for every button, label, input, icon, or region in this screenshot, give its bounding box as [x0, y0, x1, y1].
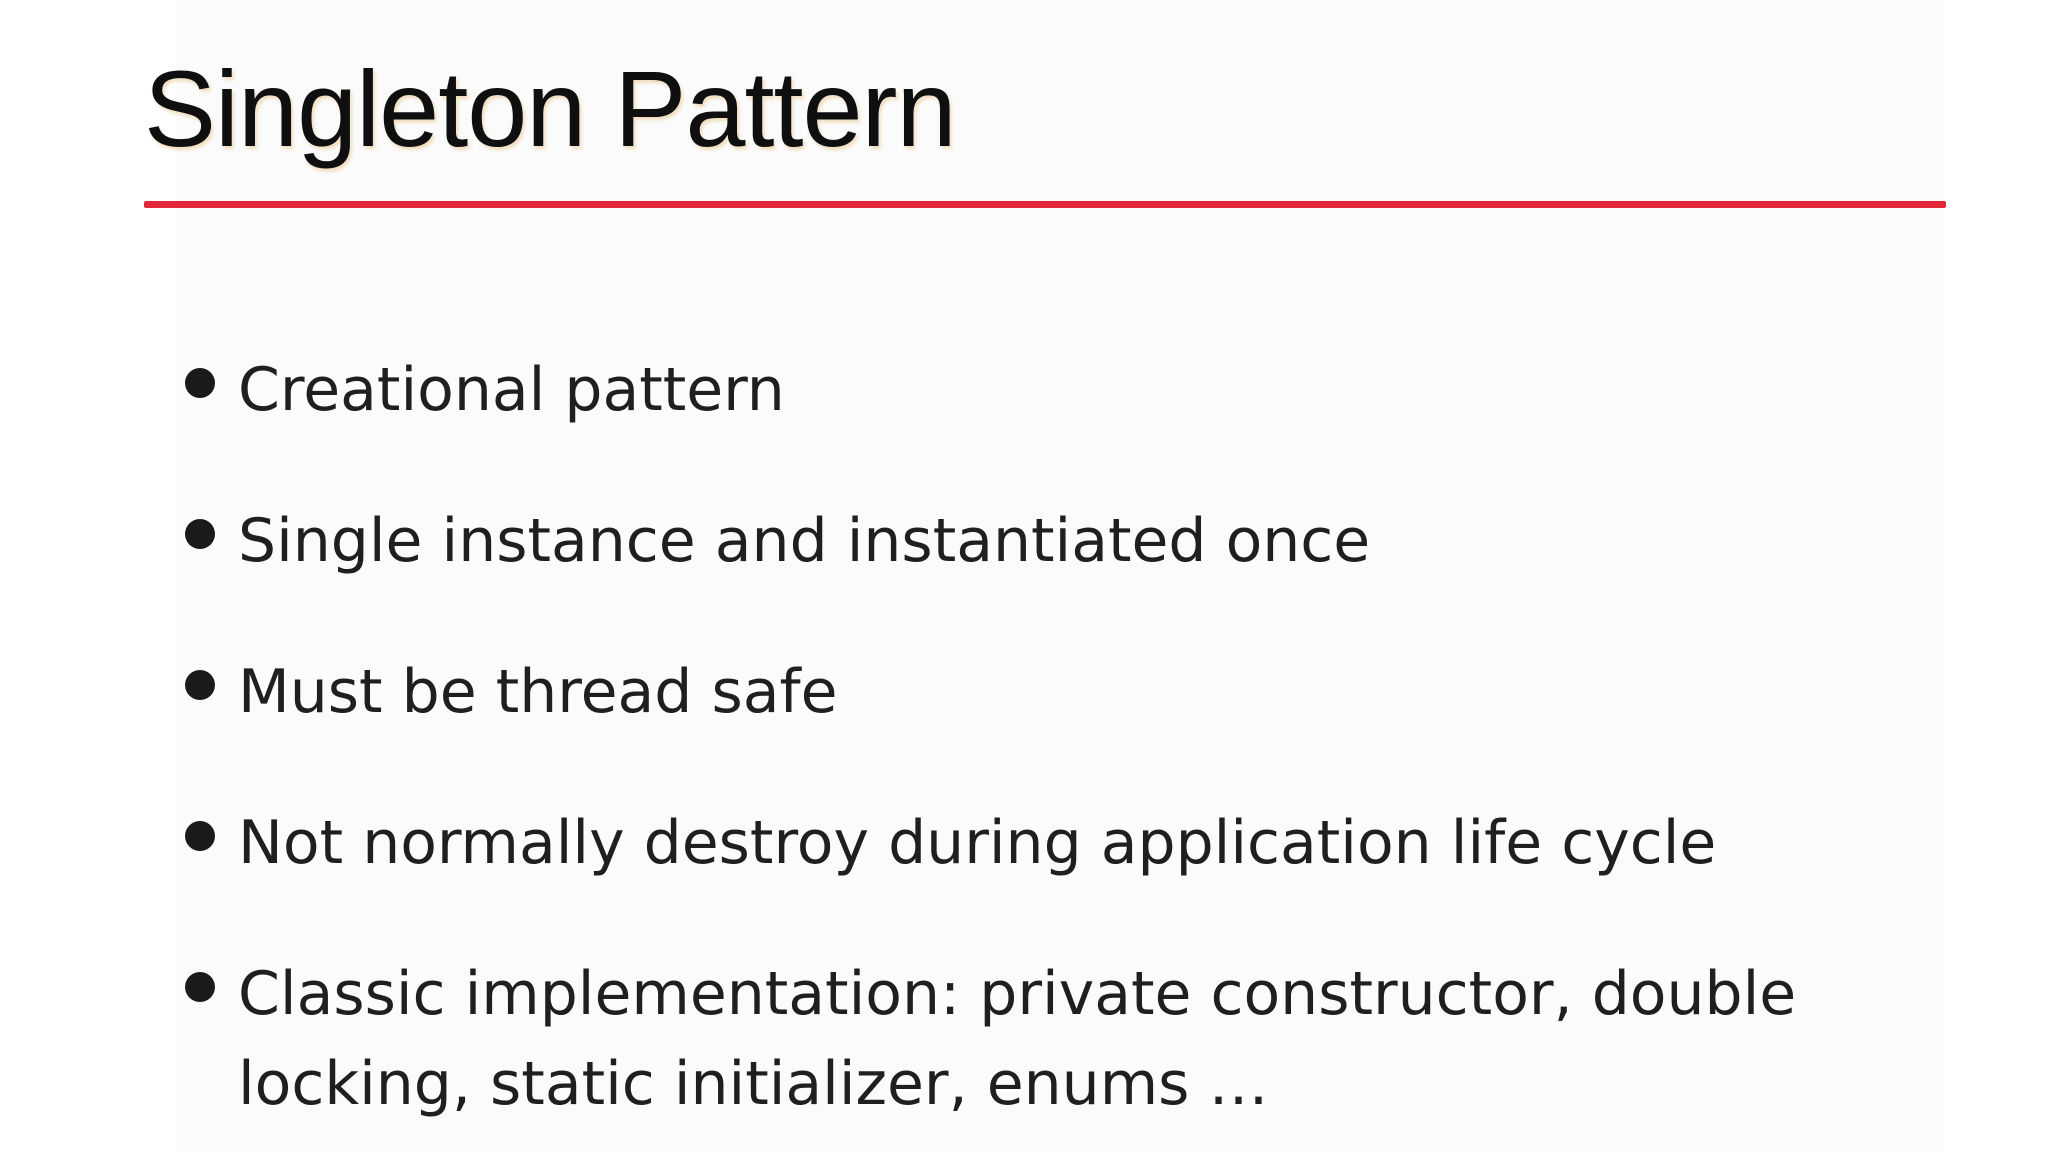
bullet-dot-icon [185, 519, 215, 549]
bullet-item [180, 949, 1880, 1129]
bullet-item [180, 345, 1880, 435]
bullet-item [180, 647, 1880, 737]
bullet-text: Must be thread safe [238, 657, 838, 727]
slide-title: Singleton Pattern [144, 48, 956, 169]
title-underline [144, 201, 1946, 208]
bullet-list [180, 345, 1880, 1152]
bullet-dot-icon [185, 972, 215, 1002]
bullet-text: Creational pattern [238, 355, 785, 425]
bullet-text: Classic implementation: private constructor, double locking, static initializer, enums … [238, 959, 1797, 1119]
bullet-item [180, 496, 1880, 586]
bullet-text: Not normally destroy during application life cycle [238, 808, 1717, 878]
bullet-item [180, 798, 1880, 888]
bullet-dot-icon [185, 670, 215, 700]
bullet-dot-icon [185, 821, 215, 851]
bullet-text: Single instance and instantiated once [238, 506, 1371, 576]
bullet-dot-icon [185, 368, 215, 398]
